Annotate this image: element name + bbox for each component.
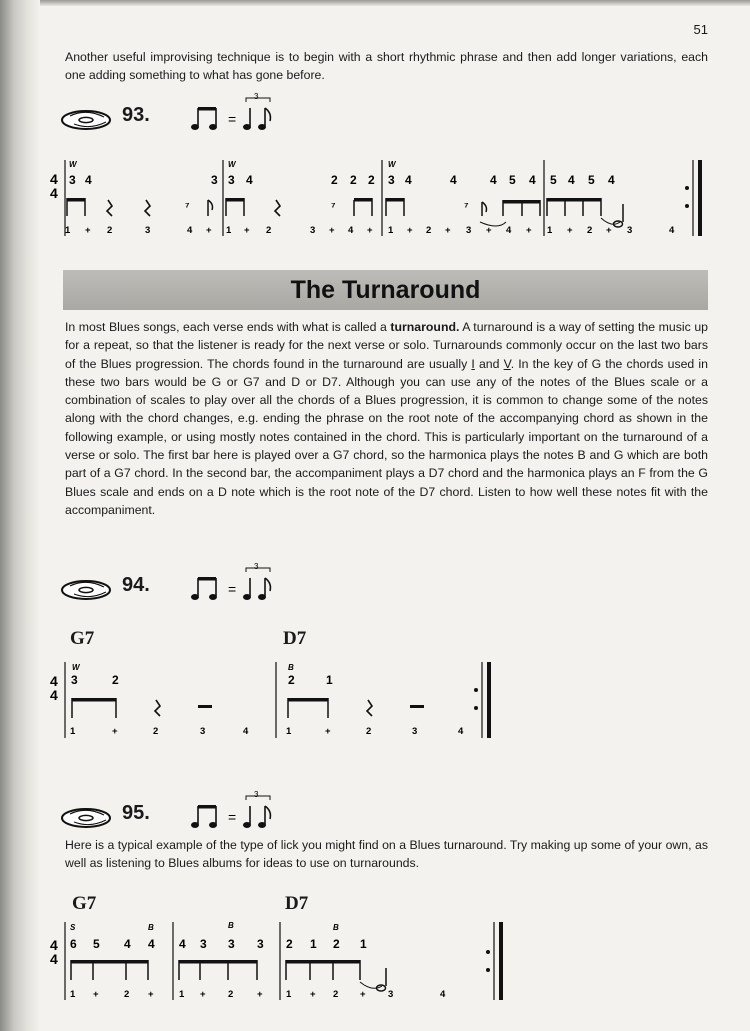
- beat-count: 2: [124, 989, 130, 1000]
- tab-notation: [48, 158, 708, 238]
- time-signature-top: 4: [50, 937, 58, 953]
- section-title: The Turnaround: [290, 276, 481, 304]
- svg-text:⁷: ⁷: [464, 201, 469, 213]
- hole-number: 1: [310, 937, 317, 951]
- beat-count: +: [445, 225, 451, 236]
- beat-count: 2: [333, 989, 339, 1000]
- beat-count: +: [486, 225, 492, 236]
- hole-number: 3: [69, 173, 76, 187]
- hole-number: 2: [112, 673, 119, 687]
- beat-count: 3: [388, 989, 394, 1000]
- equals-sign: =: [228, 111, 237, 127]
- beat-count: 4: [506, 225, 512, 236]
- hole-number: 4: [608, 173, 615, 187]
- time-signature-top: 4: [50, 673, 58, 689]
- tab-notation: [48, 920, 518, 1002]
- example-95-paragraph: Here is a typical example of the type of lick you might find on a Blues turnaround. Try making up some of your own, as well as listening to Blues albums for ideas to use on turnarounds.: [65, 838, 708, 871]
- hole-number: 4: [246, 173, 253, 187]
- hole-number: 3: [388, 173, 395, 187]
- hole-number: 2: [288, 673, 295, 687]
- time-signature-top: 4: [50, 171, 58, 187]
- tab-notation: [48, 660, 508, 740]
- beat-count: +: [206, 225, 212, 236]
- beat-count: 2: [426, 225, 432, 236]
- triplet-mark: 3: [254, 562, 259, 571]
- hole-number: 4: [490, 173, 497, 187]
- equals-sign: =: [228, 581, 237, 597]
- articulation: W: [72, 663, 80, 672]
- chord-symbol-d7: D7: [283, 628, 307, 649]
- hole-number: 2: [368, 173, 375, 187]
- beat-count: +: [606, 225, 612, 236]
- beat-count: 4: [440, 989, 446, 1000]
- articulation: B: [333, 923, 339, 932]
- beat-count: +: [200, 989, 206, 1000]
- hole-number: 5: [550, 173, 557, 187]
- time-signature-bottom: 4: [50, 687, 58, 703]
- hole-number: 4: [529, 173, 536, 187]
- beat-count: +: [329, 225, 335, 236]
- beat-count: 2: [107, 225, 113, 236]
- hole-number: 5: [509, 173, 516, 187]
- articulation: B: [148, 923, 154, 932]
- beat-count: 2: [266, 225, 272, 236]
- beat-count: 2: [153, 726, 159, 737]
- beat-count: 3: [627, 225, 633, 236]
- example-94-staff: [48, 660, 508, 740]
- hole-number: 3: [71, 673, 78, 687]
- hole-number: 3: [228, 173, 235, 187]
- articulation: B: [288, 663, 294, 672]
- time-signature-bottom: 4: [50, 951, 58, 967]
- hole-number: 4: [179, 937, 186, 951]
- example-95-header: [60, 790, 360, 834]
- beat-count: 2: [366, 726, 372, 737]
- hole-number: 3: [257, 937, 264, 951]
- example-number: 93.: [122, 104, 150, 126]
- articulation: B: [228, 921, 234, 930]
- beat-count: 1: [70, 989, 76, 1000]
- example-93-header: [60, 92, 360, 136]
- hole-number: 1: [326, 673, 333, 687]
- binding-shadow: [0, 0, 40, 1031]
- articulation: W: [228, 160, 236, 169]
- example-number: 95.: [122, 802, 150, 824]
- beat-count: +: [360, 989, 366, 1000]
- beat-count: 1: [179, 989, 185, 1000]
- beat-count: 3: [145, 225, 151, 236]
- hole-number: 4: [405, 173, 412, 187]
- beat-count: 4: [243, 726, 249, 737]
- example-93-staff: [48, 158, 708, 238]
- swing-rhythm-equation: [190, 560, 310, 606]
- roman-numeral-one: I: [471, 356, 475, 371]
- beat-count: 1: [286, 726, 292, 737]
- svg-text:⁷: ⁷: [331, 201, 336, 213]
- hole-number: 4: [450, 173, 457, 187]
- hole-number: 3: [228, 937, 235, 951]
- beat-count: 1: [226, 225, 232, 236]
- hole-number: 4: [148, 937, 155, 951]
- example-95-staff: [48, 920, 518, 1002]
- example-number: 94.: [122, 574, 150, 596]
- beat-count: +: [244, 225, 250, 236]
- hole-number: 2: [331, 173, 338, 187]
- beat-count: +: [93, 989, 99, 1000]
- top-edge-shadow: [40, 0, 750, 6]
- roman-numeral-five: V: [503, 356, 511, 371]
- beat-count: 1: [65, 225, 71, 236]
- hole-number: 1: [360, 937, 367, 951]
- hole-number: 2: [286, 937, 293, 951]
- beat-count: 4: [458, 726, 464, 737]
- beat-count: +: [407, 225, 413, 236]
- swing-rhythm-equation: [190, 90, 310, 136]
- hole-number: 4: [124, 937, 131, 951]
- beat-count: 4: [348, 225, 354, 236]
- hole-number: 3: [211, 173, 218, 187]
- articulation: W: [69, 160, 77, 169]
- turnaround-paragraph: [65, 318, 708, 519]
- articulation: W: [388, 160, 396, 169]
- section-banner: [63, 270, 708, 310]
- beat-count: +: [367, 225, 373, 236]
- beat-count: 4: [669, 225, 675, 236]
- beat-count: 1: [286, 989, 292, 1000]
- beat-count: 1: [388, 225, 394, 236]
- cd-icon: [60, 802, 116, 830]
- hole-number: 6: [70, 937, 77, 951]
- beat-count: +: [325, 726, 331, 737]
- beat-count: +: [112, 726, 118, 737]
- hole-number: 3: [200, 937, 207, 951]
- svg-text:⁷: ⁷: [185, 201, 190, 213]
- beat-count: 1: [70, 726, 76, 737]
- cd-icon: [60, 574, 116, 602]
- intro-paragraph: Another useful improvising technique is to begin with a short rhythmic phrase and then add longer variations, each one adding something to what has gone before.: [65, 50, 708, 83]
- beat-count: +: [310, 989, 316, 1000]
- hole-number: 5: [93, 937, 100, 951]
- triplet-mark: 3: [254, 92, 259, 101]
- chord-symbol-g7: G7: [70, 628, 95, 649]
- beat-count: 2: [228, 989, 234, 1000]
- equals-sign: =: [228, 809, 237, 825]
- beat-count: +: [526, 225, 532, 236]
- text-run: . In the key of G the chords used in these two bars would be G or G7 and D or D7. Although you can use any of the notes of the Blues scale or a combination of scales to play over all the chords of a Blues progression, it is common to change some of the notes along with the chord changes, e.g. ending the phrase on the root note of the accompanying chord as shown in the following example, or using mostly notes contained in the chord. This is particularly important on the turnaround of a verse or solo. The first bar here is played over a G7 chord, so the harmonica plays the notes B and G which are both part of a G7 chord. In the second bar, the accompaniment plays a D7 chord and the harmonica plays an F from the G Blues scale and ends on a D note which is the root note of the D7 chord. Listen to how well these notes fit with the accompaniment.: [65, 356, 708, 517]
- swing-rhythm-equation: [190, 788, 310, 834]
- beat-count: 3: [310, 225, 316, 236]
- hole-number: 2: [350, 173, 357, 187]
- hole-number: 2: [333, 937, 340, 951]
- beat-count: 2: [587, 225, 593, 236]
- key-term: turnaround.: [390, 320, 460, 334]
- hole-number: 5: [588, 173, 595, 187]
- beat-count: 3: [412, 726, 418, 737]
- hole-number: 4: [568, 173, 575, 187]
- beat-count: 4: [187, 225, 193, 236]
- beat-count: 3: [466, 225, 472, 236]
- beat-count: +: [85, 225, 91, 236]
- beat-count: +: [148, 989, 154, 1000]
- beat-count: 1: [547, 225, 553, 236]
- chord-symbol-g7: G7: [72, 893, 97, 914]
- text-run: In most Blues songs, each verse ends with what is called a: [65, 320, 391, 334]
- page-number: 51: [693, 22, 708, 37]
- example-94-header: [60, 562, 360, 606]
- time-signature-bottom: 4: [50, 185, 58, 201]
- beat-count: +: [257, 989, 263, 1000]
- cd-icon: [60, 104, 116, 132]
- text-run: and: [474, 356, 504, 371]
- articulation: S: [70, 923, 76, 932]
- triplet-mark: 3: [254, 790, 259, 799]
- beat-count: 3: [200, 726, 206, 737]
- chord-symbol-d7: D7: [285, 893, 309, 914]
- text-run: A turnaround is a way of setting the music up for a repeat, so that the listener is ready for the next verse or solo. Turnarounds commonly occur on the last two bars of the Blues progression. The chords found in the turnaround are usually: [65, 320, 708, 371]
- hole-number: 4: [85, 173, 92, 187]
- beat-count: +: [567, 225, 573, 236]
